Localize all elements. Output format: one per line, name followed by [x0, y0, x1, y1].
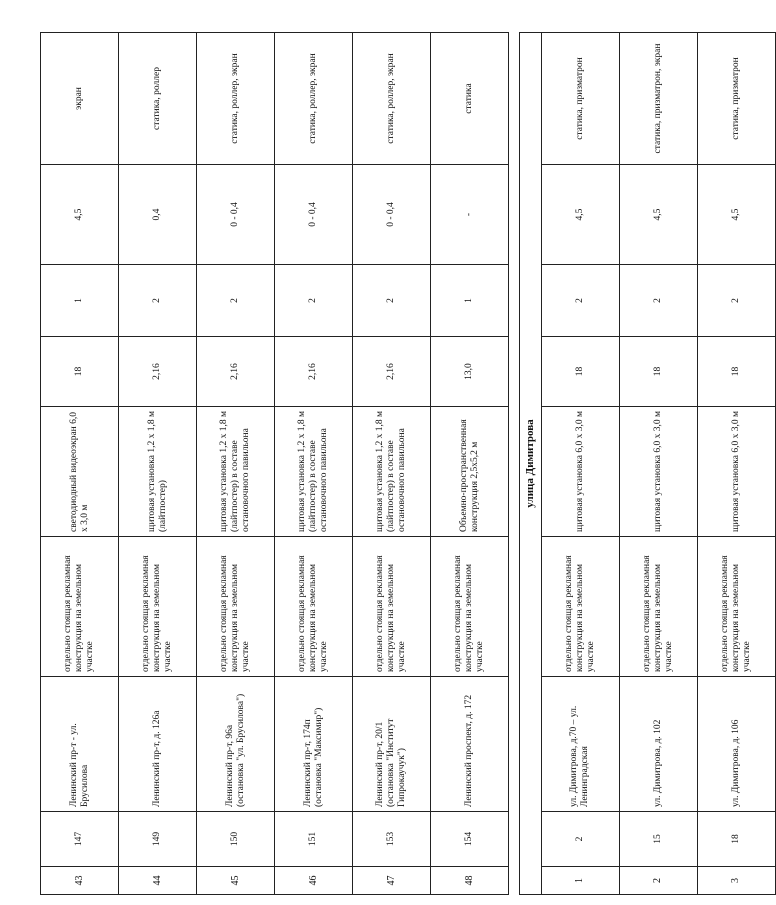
structure-code: 150	[197, 812, 275, 867]
area-cell: 18	[619, 337, 697, 407]
technology-cell: экран	[41, 33, 119, 165]
area-cell: 13,0	[431, 337, 509, 407]
section-header-row	[520, 33, 542, 895]
row-number: 44	[119, 867, 197, 895]
structure-type-cell: отдельно стоящая рекламная конструкция на земельном участке	[275, 537, 353, 677]
description-cell: щитовая установка 6,0 х 3,0 м	[619, 407, 697, 537]
address-cell: Ленинский пр-т, 96а (остановка "ул. Брусилова")	[197, 677, 275, 812]
technology-cell: статика, роллер, экран	[275, 33, 353, 165]
description-cell: щитовая установка 6,0 х 3,0 м	[541, 407, 619, 537]
structure-type-cell: отдельно стоящая рекламная конструкция на земельном участке	[541, 537, 619, 677]
sides-cell: 2	[619, 265, 697, 337]
row-number: 2	[619, 867, 697, 895]
structure-type-cell: отдельно стоящая рекламная конструкция на земельном участке	[619, 537, 697, 677]
height-cell: 4,5	[41, 165, 119, 265]
table-row	[197, 33, 275, 895]
address-cell: Ленинский пр-т, 20/1 (остановка "Институт Гипрокаучук")	[353, 677, 431, 812]
structure-code: 18	[697, 812, 775, 867]
row-number: 43	[41, 867, 119, 895]
address-cell: ул. Димитрова, д. 102	[619, 677, 697, 812]
height-cell: 4,5	[541, 165, 619, 265]
sides-cell: 1	[41, 265, 119, 337]
address-cell: Ленинский пр-т, 174п (остановка "Максимир")	[275, 677, 353, 812]
structure-type-cell: отдельно стоящая рекламная конструкция на земельном участке	[197, 537, 275, 677]
technology-cell: статика, призматрон	[541, 33, 619, 165]
description-cell: светодиодный видеоэкран 6,0 х 3,0 м	[41, 407, 119, 537]
table-row	[431, 33, 509, 895]
structure-code: 151	[275, 812, 353, 867]
description-cell: щитовая установка 1,2 х 1,8 м (лайтпостер) в составе остановочного павильона	[197, 407, 275, 537]
technology-cell: статика, роллер, экран	[353, 33, 431, 165]
sides-cell: 1	[431, 265, 509, 337]
technology-cell: статика, роллер, экран	[197, 33, 275, 165]
area-cell: 18	[41, 337, 119, 407]
advertising-structures-table	[40, 32, 776, 895]
technology-cell: статика, роллер	[119, 33, 197, 165]
description-cell: щитовая установка 6,0 х 3,0 м	[697, 407, 775, 537]
structure-code: 2	[541, 812, 619, 867]
technology-cell: статика	[431, 33, 509, 165]
height-cell: 4,5	[619, 165, 697, 265]
structure-type-cell: отдельно стоящая рекламная конструкция на земельном участке	[353, 537, 431, 677]
sides-cell: 2	[697, 265, 775, 337]
description-cell: щитовая установка 1,2 х 1,8 м (лайтпостер) в составе остановочного павильона	[353, 407, 431, 537]
description-cell: щитовая установка 1,2 х 1,8 м (лайтпостер)	[119, 407, 197, 537]
structure-code: 15	[619, 812, 697, 867]
row-number: 48	[431, 867, 509, 895]
height-cell: -	[431, 165, 509, 265]
spacer-row	[509, 33, 520, 895]
sides-cell: 2	[353, 265, 431, 337]
sides-cell: 2	[197, 265, 275, 337]
address-cell: ул. Димитрова, д. 106	[697, 677, 775, 812]
table-row	[275, 33, 353, 895]
row-number: 1	[541, 867, 619, 895]
technology-cell: статика, призматрон	[697, 33, 775, 165]
structure-code: 149	[119, 812, 197, 867]
height-cell: 4,5	[697, 165, 775, 265]
height-cell: 0 - 0,4	[197, 165, 275, 265]
table-row	[41, 33, 119, 895]
structure-type-cell: отдельно стоящая рекламная конструкция на земельном участке	[431, 537, 509, 677]
area-cell: 2,16	[275, 337, 353, 407]
structure-code: 153	[353, 812, 431, 867]
height-cell: 0 - 0,4	[353, 165, 431, 265]
structure-type-cell: отдельно стоящая рекламная конструкция на земельном участке	[119, 537, 197, 677]
technology-cell: статика, призматрон, экран	[619, 33, 697, 165]
address-cell: Ленинский проспект, д. 172	[431, 677, 509, 812]
row-number: 3	[697, 867, 775, 895]
area-cell: 2,16	[197, 337, 275, 407]
sides-cell: 2	[119, 265, 197, 337]
height-cell: 0,4	[119, 165, 197, 265]
description-cell: Объемно-пространственная конструкция 2,5х5,2 м	[431, 407, 509, 537]
area-cell: 2,16	[119, 337, 197, 407]
height-cell: 0 - 0,4	[275, 165, 353, 265]
table-row	[619, 33, 697, 895]
area-cell: 18	[697, 337, 775, 407]
address-cell: ул. Димитрова, д.70 – ул. Ленинградская	[541, 677, 619, 812]
description-cell: щитовая установка 1,2 х 1,8 м (лайтпостер) в составе остановочного павильона	[275, 407, 353, 537]
structure-code: 147	[41, 812, 119, 867]
table-row	[541, 33, 619, 895]
structure-code: 154	[431, 812, 509, 867]
structure-type-cell: отдельно стоящая рекламная конструкция на земельном участке	[41, 537, 119, 677]
sides-cell: 2	[275, 265, 353, 337]
area-cell: 2,16	[353, 337, 431, 407]
row-number: 45	[197, 867, 275, 895]
row-number: 46	[275, 867, 353, 895]
address-cell: Ленинский пр-т - ул. Брусилова	[41, 677, 119, 812]
sides-cell: 2	[541, 265, 619, 337]
table-row	[353, 33, 431, 895]
address-cell: Ленинский пр-т, д. 126а	[119, 677, 197, 812]
row-number: 47	[353, 867, 431, 895]
section-title: улица Димитрова	[520, 33, 542, 895]
table-row	[697, 33, 775, 895]
table-row	[119, 33, 197, 895]
structure-type-cell: отдельно стоящая рекламная конструкция на земельном участке	[697, 537, 775, 677]
area-cell: 18	[541, 337, 619, 407]
